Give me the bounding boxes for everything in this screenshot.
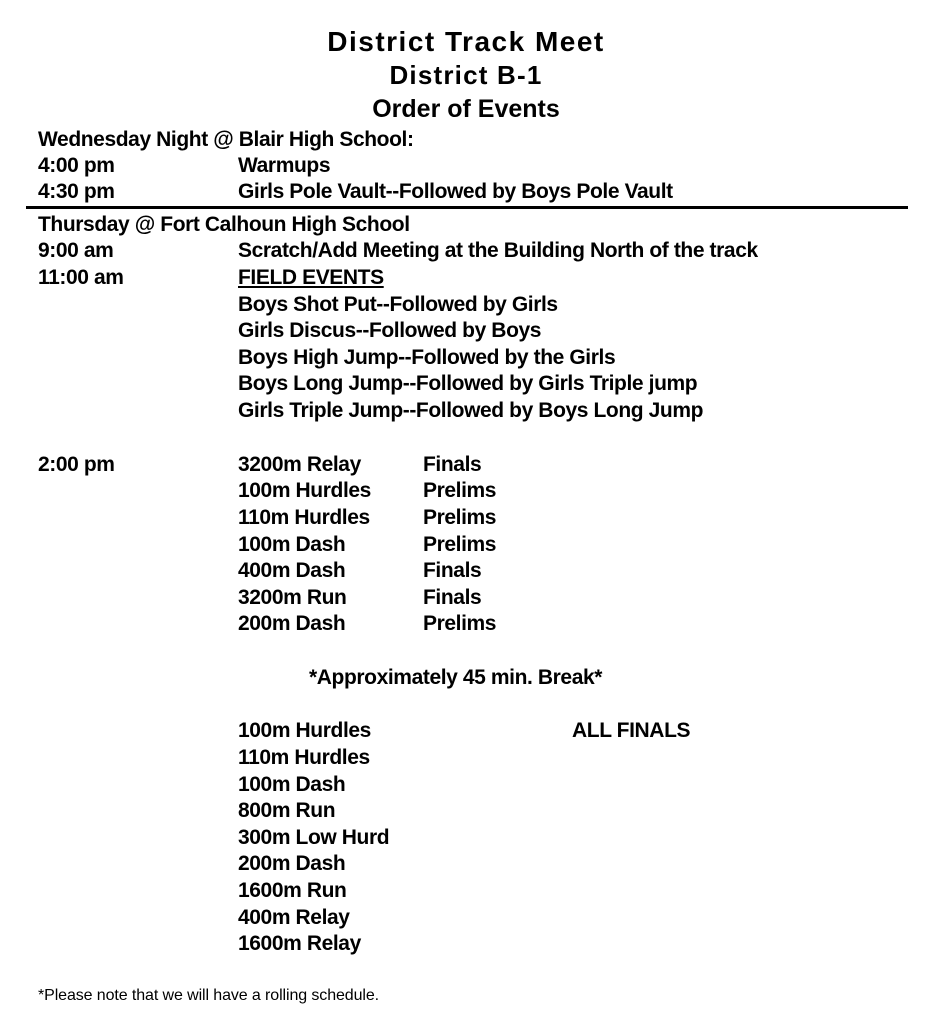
final-event: 200m Dash [238,852,346,875]
footnote: *Please note that we will have a rolling schedule. [38,987,379,1004]
field-event: Boys Long Jump--Followed by Girls Triple jump [238,372,698,395]
field-time: 11:00 am [38,266,124,289]
running-event: 400m Dash [238,559,346,582]
finals-label: ALL FINALS [572,719,691,742]
final-event: 100m Hurdles [238,719,371,742]
field-event: Girls Discus--Followed by Boys [238,319,542,342]
wed-time-1: 4:00 pm [38,154,115,177]
running-round: Prelims [423,612,497,635]
running-event: 3200m Run [238,586,347,609]
scratch-event: Scratch/Add Meeting at the Building North of the track [238,239,758,262]
order-heading: Order of Events [372,95,560,123]
running-round: Prelims [423,533,497,556]
section-divider [26,206,908,209]
final-event: 100m Dash [238,773,346,796]
wed-event-1: Warmups [238,154,331,177]
running-round: Finals [423,586,482,609]
wednesday-header: Wednesday Night @ Blair High School: [38,128,414,151]
final-event: 300m Low Hurd [238,826,390,849]
running-event: 3200m Relay [238,453,361,476]
running-round: Finals [423,559,482,582]
final-event: 1600m Relay [238,932,361,955]
break-note: *Approximately 45 min. Break* [309,666,603,689]
running-event: 110m Hurdles [238,506,370,529]
running-round: Prelims [423,479,497,502]
running-event: 200m Dash [238,612,346,635]
scratch-time: 9:00 am [38,239,114,262]
field-events-header: FIELD EVENTS [238,266,384,289]
thursday-header: Thursday @ Fort Calhoun High School [38,213,410,236]
wed-time-2: 4:30 pm [38,180,115,203]
final-event: 1600m Run [238,879,347,902]
running-event: 100m Dash [238,533,346,556]
running-round: Prelims [423,506,497,529]
field-event: Boys Shot Put--Followed by Girls [238,293,558,316]
running-event: 100m Hurdles [238,479,371,502]
wed-event-2: Girls Pole Vault--Followed by Boys Pole Vault [238,180,673,203]
page-subtitle: District B-1 [389,60,543,90]
final-event: 110m Hurdles [238,746,370,769]
running-round: Finals [423,453,482,476]
final-event: 800m Run [238,799,336,822]
final-event: 400m Relay [238,906,350,929]
field-event: Boys High Jump--Followed by the Girls [238,346,616,369]
running-time: 2:00 pm [38,453,115,476]
field-event: Girls Triple Jump--Followed by Boys Long Jump [238,399,704,422]
page-title: District Track Meet [327,26,605,57]
